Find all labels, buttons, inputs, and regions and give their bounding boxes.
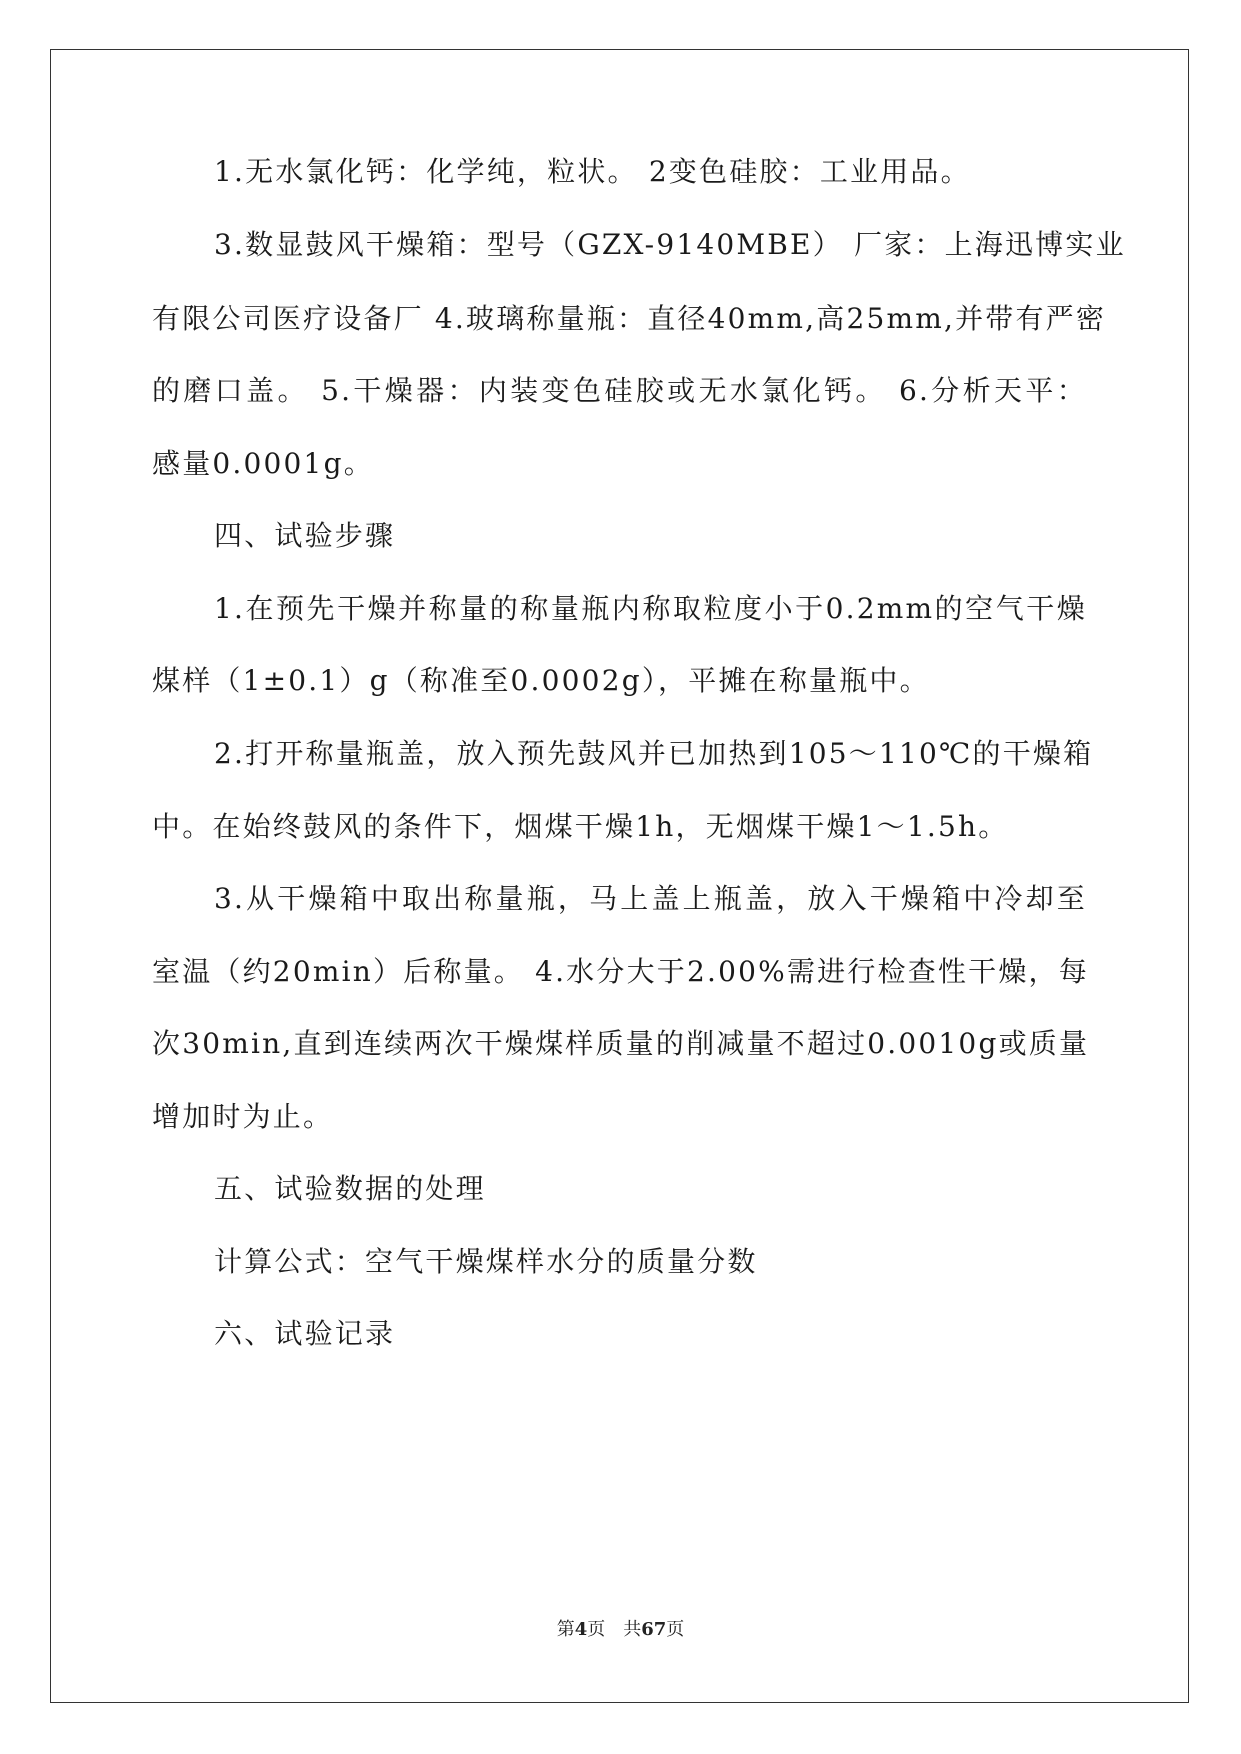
paragraph-line: 增加时为止。 bbox=[152, 1100, 334, 1133]
total-page-count: 67 bbox=[641, 1619, 667, 1640]
footer-mid: 页 共 bbox=[587, 1619, 642, 1640]
page-footer bbox=[0, 1618, 1241, 1642]
paragraph-line: 中。在始终鼓风的条件下，烟煤干燥1h，无烟煤干燥1～1.5h。 bbox=[152, 810, 1009, 843]
paragraph-line: 次30min,直到连续两次干燥煤样质量的削减量不超过0.0010g或质量 bbox=[152, 1027, 1090, 1060]
paragraph-line: 感量0.0001g。 bbox=[152, 447, 374, 480]
section-heading: 六、试验记录 bbox=[214, 1317, 396, 1350]
paragraph-line: 计算公式：空气干燥煤样水分的质量分数 bbox=[214, 1245, 758, 1278]
footer-prefix: 第 bbox=[556, 1619, 575, 1640]
footer-suffix: 页 bbox=[666, 1619, 685, 1640]
section-heading: 四、试验步骤 bbox=[214, 519, 396, 552]
paragraph-line: 的磨口盖。 5.干燥器：内装变色硅胶或无水氯化钙。 6.分析天平： bbox=[152, 374, 1087, 407]
paragraph-line: 2.打开称量瓶盖，放入预先鼓风并已加热到105～110℃的干燥箱 bbox=[214, 737, 1094, 770]
paragraph-line: 1.无水氯化钙：化学纯，粒状。 2变色硅胶：工业用品。 bbox=[214, 155, 971, 188]
paragraph-line: 煤样（1±0.1）g（称准至0.0002g），平摊在称量瓶中。 bbox=[152, 664, 930, 697]
paragraph-line: 3.数显鼓风干燥箱：型号（GZX-9140MBE） 厂家：上海迅博实业 bbox=[214, 228, 1126, 261]
paragraph-line: 室温（约20min）后称量。 4.水分大于2.00%需进行检查性干燥，每 bbox=[152, 955, 1089, 988]
paragraph-line: 1.在预先干燥并称量的称量瓶内称取粒度小于0.2mm的空气干燥 bbox=[214, 592, 1087, 625]
paragraph-line: 有限公司医疗设备厂 4.玻璃称量瓶：直径40mm,高25mm,并带有严密 bbox=[152, 302, 1107, 335]
paragraph-line: 3.从干燥箱中取出称量瓶，马上盖上瓶盖，放入干燥箱中冷却至 bbox=[214, 882, 1087, 915]
section-heading: 五、试验数据的处理 bbox=[214, 1172, 486, 1205]
page-border bbox=[50, 49, 1189, 1703]
current-page-number: 4 bbox=[574, 1619, 588, 1640]
